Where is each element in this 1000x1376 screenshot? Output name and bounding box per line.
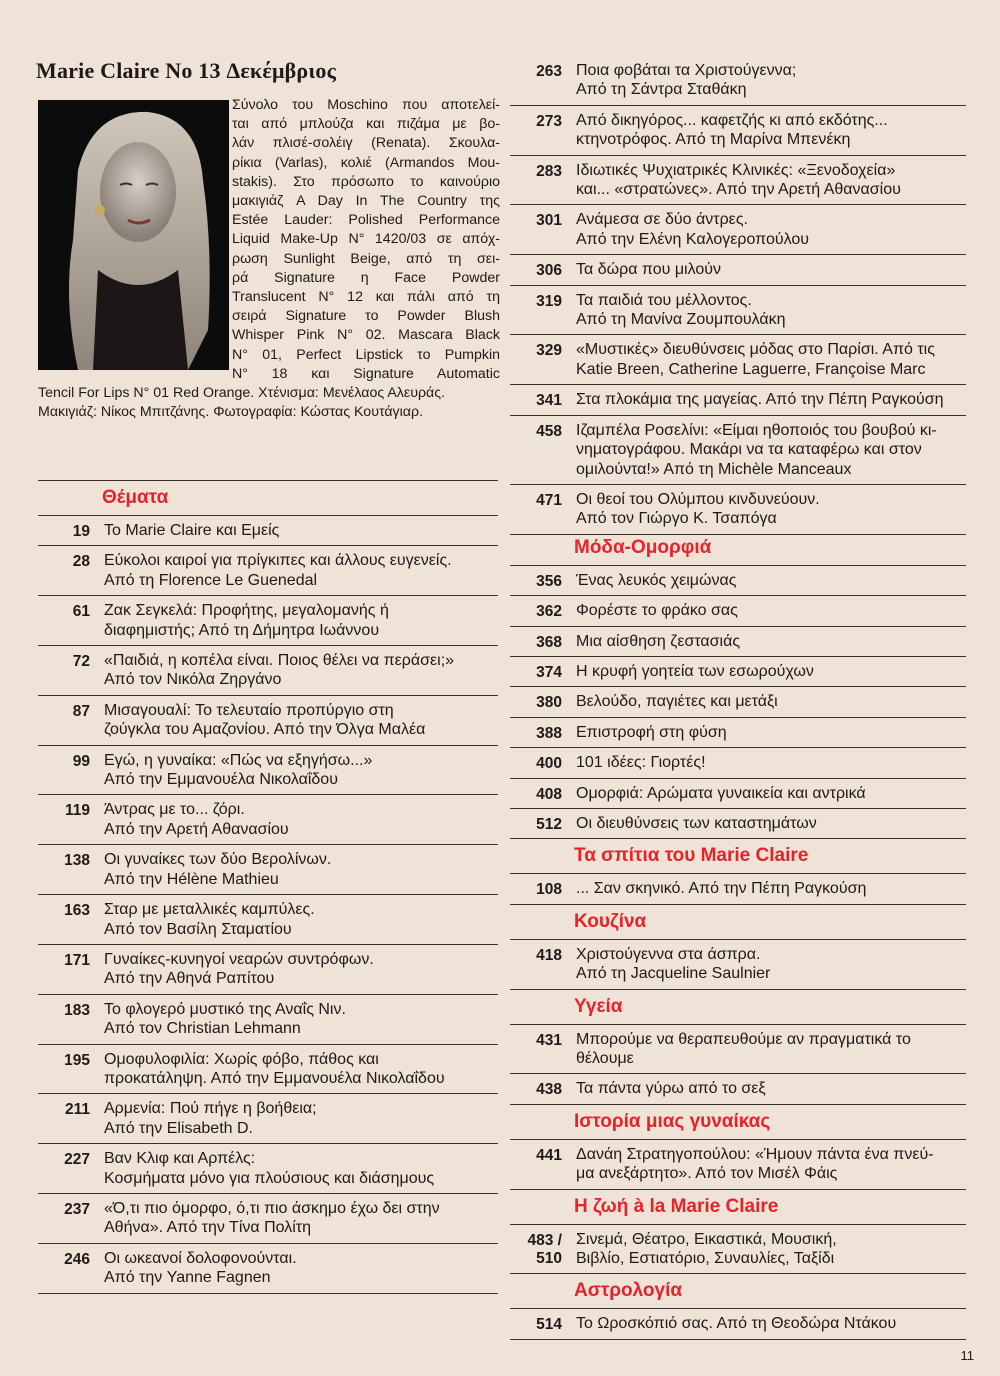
entry-title-line: Σταρ με μεταλλικές καμπύλες.	[104, 901, 315, 919]
entry-title	[576, 632, 966, 651]
entry-title	[104, 900, 498, 939]
entry-title-line: Από την Εμμανουέλα Νικολαΐδου	[104, 771, 338, 789]
index-entry	[510, 334, 966, 384]
cover-credit-line: ρωση Sunlight Beige, από τη σει-	[232, 250, 500, 267]
index-entry	[510, 204, 966, 254]
cover-credit-line: stakis). Στο πρόσωπο το καινούριο	[232, 173, 500, 190]
entry-title-line: Ζακ Σεγκελά: Προφήτης, μεγαλομανής ή	[104, 602, 389, 620]
section-rule	[510, 1273, 966, 1274]
entry-title	[104, 1149, 498, 1188]
entry-page-number: 471	[536, 491, 562, 509]
entry-title-line: νηματογράφου. Μακάρι να τα καταφέρω και στον	[576, 441, 922, 459]
entry-title	[576, 210, 966, 249]
entry-page-number: 514	[536, 1316, 562, 1334]
entry-title-line: Δανάη Στρατηγοπούλου: «Ήμουν πάντα ένα πνεύ-	[576, 1145, 934, 1163]
entry-title	[104, 601, 498, 640]
entry-page-number: 438	[536, 1081, 562, 1099]
entry-title-line: Βιβλίο, Εστιατόριο, Συναυλίες, Ταξίδι	[576, 1250, 835, 1268]
entry-page-number: 431	[536, 1031, 562, 1049]
entry-title	[576, 692, 966, 711]
entry-title	[576, 945, 966, 984]
entry-page-number: 108	[536, 881, 562, 899]
index-entry	[38, 745, 498, 795]
entry-title-line: Βαν Κλιφ και Αρπέλς:	[104, 1150, 256, 1168]
section-title-themes: Θέματα	[102, 487, 169, 508]
index-entry	[510, 808, 966, 838]
entry-title	[576, 1079, 966, 1098]
entry-page-number: 283	[536, 162, 562, 180]
entry-title-line: διαφημιστής; Από τη Δήμητρα Ιωάννου	[104, 621, 380, 639]
section-title-kitchen: Κουζίνα	[574, 910, 647, 932]
entry-title-line: Από τον Νικόλα Ζηργάνο	[104, 671, 282, 689]
section-title-health: Υγεία	[574, 995, 623, 1017]
entry-page-number: 441	[536, 1146, 562, 1164]
entry-page-number: 28	[72, 553, 90, 571]
index-entry	[38, 1243, 498, 1293]
index-entry	[38, 844, 498, 894]
index-entry	[38, 545, 498, 595]
entry-page-number: 356	[536, 572, 562, 590]
cover-credit-line: Μακιγιάζ: Νίκος Μπιτζάνης. Φωτογραφία: Κώστας Κουτάγιαρ.	[38, 404, 424, 421]
index-entry	[38, 994, 498, 1044]
entry-title-line: Γυναίκες-κυνηγοί νεαρών συντρόφων.	[104, 950, 374, 968]
entry-title	[576, 260, 966, 279]
entry-title-line: «Μυστικές» διευθύνσεις μόδας στο Παρίσι. Από τις	[576, 341, 935, 359]
index-entry	[510, 717, 966, 747]
entry-title	[576, 879, 966, 898]
entry-title-line: Από την Ελένη Καλογεροπούλου	[576, 230, 810, 248]
entry-title	[104, 701, 498, 740]
index-entry	[510, 686, 966, 716]
entry-title-line: Από την Hélène Mathieu	[104, 870, 279, 888]
entry-title-line: Τα πάντα γύρω από το σεξ	[576, 1080, 766, 1098]
entry-title	[576, 1030, 966, 1069]
entry-title	[576, 814, 966, 833]
section-rule	[510, 989, 966, 990]
index-entry	[510, 155, 966, 205]
entry-title-line: Αρμενία: Πού πήγε η βοήθεια;	[104, 1100, 317, 1118]
entry-title-line: Από την Αρετή Αθανασίου	[104, 820, 289, 838]
entry-page-number: 246	[64, 1250, 90, 1268]
entry-title-line: Από δικηγόρος... καφετζής κι από εκδότης...	[576, 111, 888, 129]
entry-title-line: θέλουμε	[576, 1050, 634, 1067]
entry-page-number: 19	[72, 523, 90, 540]
entry-title-line: Από την Αθηνά Ραπίτου	[104, 970, 275, 988]
index-entry	[38, 1143, 498, 1193]
entry-title-line: προκατάληψη. Από την Εμμανουέλα Νικολαΐδου	[104, 1069, 445, 1087]
entry-title-line: Από τον Christian Lehmann	[104, 1020, 301, 1038]
entry-title-line: Ένας λευκός χειμώνας	[576, 571, 737, 589]
entry-title-line: Από τη Μανίνα Ζουμπουλάκη	[576, 311, 786, 329]
index-entry	[510, 873, 966, 903]
cover-credit-line: Whisper Pink N° 02. Mascara Black	[232, 327, 500, 344]
entry-title-line: Από τον Γιώργο Κ. Τσαπόγα	[576, 510, 777, 528]
left-index	[38, 480, 498, 1294]
magazine-issue-title: Marie Claire No 13 Δεκέμβριος	[36, 58, 337, 83]
section-rule	[510, 838, 966, 839]
entry-title	[576, 1314, 966, 1333]
section-title-houses: Τα σπίτια του Marie Claire	[574, 845, 809, 867]
entry-title-line: Χριστούγεννα στα άσπρα.	[576, 945, 761, 963]
entry-page-number: 319	[536, 292, 562, 310]
index-entry	[510, 565, 966, 595]
entry-title	[576, 601, 966, 620]
section-rule	[510, 1339, 966, 1340]
entry-title	[576, 490, 966, 529]
index-entry	[510, 254, 966, 284]
entry-title-line: Τα δώρα που μιλούν	[576, 261, 721, 279]
index-entry	[510, 626, 966, 656]
entry-page-number: 273	[536, 112, 562, 130]
index-entry	[510, 105, 966, 155]
entry-page-number: 418	[536, 946, 562, 964]
cover-credit-line: Σύνολο του Moschino που αποτελεί-	[232, 97, 500, 113]
index-entry	[38, 595, 498, 645]
section-rule	[510, 1104, 966, 1105]
entry-title-line: ζούγκλα του Αμαζονίου. Από την Όλγα Μαλέα	[104, 721, 426, 739]
entry-title-line: Η κρυφή γοητεία των εσωρούχων	[576, 662, 814, 680]
index-entry	[510, 1224, 966, 1274]
entry-title-line: Ομορφιά: Αρώματα γυναικεία και αντρικά	[576, 784, 866, 802]
index-entry	[510, 939, 966, 989]
entry-page-number: 341	[536, 392, 562, 410]
entry-title-line: Από τη Florence Le Guenedal	[104, 571, 318, 589]
entry-title-line: κτηνοτρόφος. Από τη Μαρίνα Μπενέκη	[576, 131, 851, 149]
entry-title	[104, 1249, 498, 1288]
entry-title	[104, 651, 498, 690]
entry-title-line: Από τη Σάντρα Σταθάκη	[576, 81, 747, 99]
cover-credit-line: σειρά Signature το Powder Blush	[232, 308, 500, 325]
index-entry	[510, 1024, 966, 1074]
entry-title	[576, 784, 966, 803]
entry-title-line: Το Marie Claire και Εμείς	[104, 522, 280, 539]
entry-page-number: 99	[72, 752, 90, 770]
entry-title	[576, 291, 966, 330]
entry-title	[576, 111, 966, 150]
entry-page-number: 483 / 510	[527, 1231, 562, 1267]
entry-title	[104, 800, 498, 839]
entry-title	[576, 340, 966, 379]
entry-title-line: 101 ιδέες: Γιορτές!	[576, 754, 706, 772]
cover-credit-line: N° 18 και Signature Automatic	[232, 365, 500, 382]
entry-page-number: 138	[64, 852, 90, 870]
entry-title	[576, 1145, 966, 1184]
entry-title	[104, 551, 498, 590]
index-entry	[510, 384, 966, 414]
entry-title	[576, 662, 966, 681]
index-entry	[510, 285, 966, 335]
entry-title-line: Το φλογερό μυστικό της Αναΐς Νιν.	[104, 1000, 346, 1018]
entry-title-line: Ομοφυλοφιλία: Χωρίς φόβο, πάθος και	[104, 1050, 379, 1068]
entry-title-line: Ιζαμπέλα Ροσελίνι: «Είμαι ηθοποιός του βουβού κι-	[576, 421, 937, 439]
index-entry	[38, 515, 498, 545]
cover-credit-line: Estée Lauder: Polished Performance	[232, 212, 500, 229]
entry-title-line: και... «στρατώνες». Από την Αρετή Αθανασίου	[576, 181, 901, 199]
entry-page-number: 211	[64, 1101, 90, 1119]
entry-title	[576, 723, 966, 742]
cover-credit-line: N° 01, Perfect Lipstick το Pumpkin	[232, 346, 500, 363]
entry-title-line: Katie Breen, Catherine Laguerre, Françoise Marc	[576, 360, 926, 378]
cover-credit-line: Translucent N° 12 και πάλι από τη	[232, 289, 500, 306]
cover-credit-line: Liquid Make-Up N° 1420/03 σε απόχ-	[232, 231, 500, 248]
entry-page-number: 388	[536, 724, 562, 742]
entry-page-number: 171	[64, 951, 90, 969]
entry-page-number: 72	[72, 653, 90, 671]
entry-title-line: ... Σαν σκηνικό. Από την Πέπη Ραγκούση	[576, 880, 867, 898]
index-entry	[510, 484, 966, 534]
entry-page-number: 163	[64, 902, 90, 920]
entry-page-number: 227	[64, 1151, 90, 1169]
cover-credit-line: ρίκια (Varlas), κολιέ (Armandos Mou-	[232, 154, 500, 171]
entry-title-line: Ιδιωτικές Ψυχιατρικές Κλινικές: «Ξενοδοχεία»	[576, 161, 896, 179]
entry-page-number: 263	[536, 63, 562, 80]
entry-title-line: Αθήνα». Από την Τίνα Πολίτη	[104, 1219, 311, 1237]
entry-title-line: Από τη Jacqueline Saulnier	[576, 965, 771, 983]
entry-title-line: Μπορούμε να θεραπευθούμε αν πραγματικά το	[576, 1030, 911, 1048]
index-entry	[38, 695, 498, 745]
index-entry	[38, 894, 498, 944]
entry-title-line: Από την Elisabeth D.	[104, 1119, 253, 1137]
entry-page-number: 237	[64, 1200, 90, 1218]
entry-title-line: Από την Yanne Fagnen	[104, 1269, 271, 1287]
cover-credit-line: ται από μπλούζα και πιζάμα με βο-	[232, 116, 500, 133]
index-entry	[510, 415, 966, 484]
index-entry	[38, 794, 498, 844]
entry-title-line: Μισαγουαλί: Το τελευταίο προπύργιο στη	[104, 701, 394, 719]
entry-title-line: Φορέστε το φράκο σας	[576, 602, 738, 620]
index-entry	[38, 645, 498, 695]
entry-page-number: 195	[64, 1051, 90, 1069]
index-entry	[510, 747, 966, 777]
index-entry	[510, 778, 966, 808]
entry-title	[104, 1000, 498, 1039]
entry-title-line: Το Ωροσκόπιό σας. Από τη Θεοδώρα Ντάκου	[576, 1315, 897, 1333]
entry-title-line: Ανάμεσα σε δύο άντρες.	[576, 211, 748, 229]
index-entry	[38, 1044, 498, 1094]
index-entry	[38, 1093, 498, 1143]
entry-page-number: 512	[536, 815, 562, 833]
cover-credits	[38, 96, 500, 422]
index-entry	[38, 1193, 498, 1243]
cover-credit-line: μακιγιάζ A Day In The Country της	[232, 193, 500, 210]
entry-title-line: Οι γυναίκες των δύο Βερολίνων.	[104, 851, 332, 869]
entry-title	[576, 161, 966, 200]
right-index	[510, 56, 966, 1340]
entry-title-line: Σινεμά, Θέατρο, Εικαστικά, Μουσική,	[576, 1230, 837, 1248]
entry-title-line: Οι θεοί του Ολύμπου κινδυνεύουν.	[576, 490, 820, 508]
entry-title-line: Οι διευθύνσεις των καταστημάτων	[576, 814, 817, 832]
entry-page-number: 362	[536, 603, 562, 621]
entry-title-line: Ποια φοβάται τα Χριστούγεννα;	[576, 62, 797, 79]
index-entry	[510, 595, 966, 625]
entry-title-line: «Παιδιά, η κοπέλα είναι. Ποιος θέλει να περάσει;»	[104, 652, 455, 670]
entry-title	[576, 1230, 966, 1269]
section-title-astrology: Αστρολογία	[574, 1280, 683, 1302]
entry-page-number: 408	[536, 785, 562, 803]
entry-page-number: 329	[536, 342, 562, 360]
entry-page-number: 306	[536, 262, 562, 280]
entry-title-line: Εγώ, η γυναίκα: «Πώς να εξηγήσω...»	[104, 751, 373, 769]
cover-section	[36, 58, 500, 94]
entry-title	[576, 61, 966, 100]
entry-title	[104, 950, 498, 989]
entry-page-number: 61	[72, 603, 90, 621]
entry-title-line: Επιστροφή στη φύση	[576, 723, 727, 741]
entry-title	[576, 390, 966, 409]
index-bottom-rule	[38, 1293, 498, 1294]
entry-title	[104, 1050, 498, 1089]
entry-title-line: «Ό,τι πιο όμορφο, ό,τι πιο άσκημο έχω δει στην	[104, 1199, 440, 1217]
entry-title-line: Άντρας με το... ζόρι.	[104, 801, 245, 819]
entry-page-number: 119	[64, 802, 90, 820]
entry-title-line: ομιλούντα!» Από τη Michèle Manceaux	[576, 460, 852, 478]
entry-title-line: Βελούδο, παγιέτες και μετάξι	[576, 693, 778, 711]
entry-title-line: Εύκολοι καιροί για πρίγκιπες και άλλους ευγενείς.	[104, 552, 452, 570]
entry-title-line: Στα πλοκάμια της μαγείας. Από την Πέπη Ραγκούση	[576, 391, 944, 409]
entry-title	[576, 753, 966, 772]
cover-credit-line: Tencil For Lips N° 01 Red Orange. Χτένισμα: Μενέλαος Αλευράς.	[38, 385, 446, 402]
entry-page-number: 87	[72, 702, 90, 720]
entry-title	[104, 751, 498, 790]
page-number: 11	[960, 1348, 974, 1363]
entry-title	[104, 521, 498, 540]
cover-credit-line: λάν πλισέ-σολέιγ (Renata). Σκουλα-	[232, 135, 500, 152]
entry-title-line: Μια αίσθηση ζεστασιάς	[576, 632, 741, 650]
index-entry	[510, 656, 966, 686]
section-title-life: Η ζωή à la Marie Claire	[574, 1195, 779, 1217]
cover-credit-line: ρά Signature η Face Powder	[232, 269, 500, 286]
index-entry	[38, 944, 498, 994]
section-rule	[510, 534, 966, 535]
entry-page-number: 301	[536, 212, 562, 230]
entry-title-line: Τα παιδιά του μέλλοντος.	[576, 291, 752, 309]
entry-title-line: μα ανεξάρτητο». Από τον Μισέλ Φάις	[576, 1165, 838, 1183]
entry-title	[576, 421, 966, 479]
index-entry	[510, 1073, 966, 1103]
section-title-fashion: Μόδα-Ομορφιά	[574, 536, 712, 558]
entry-page-number: 368	[536, 633, 562, 651]
section-rule	[510, 1189, 966, 1190]
entry-title	[104, 850, 498, 889]
entry-title	[104, 1099, 498, 1138]
entry-page-number: 374	[536, 663, 562, 681]
index-entry	[510, 1308, 966, 1338]
section-rule	[510, 904, 966, 905]
entry-page-number: 400	[536, 755, 562, 773]
section-title-woman-story: Ιστορία μιας γυναίκας	[574, 1110, 771, 1132]
entry-page-number: 380	[536, 694, 562, 712]
index-entry	[510, 56, 966, 105]
entry-title-line: Οι ωκεανοί δολοφονούνται.	[104, 1249, 297, 1267]
entry-title	[104, 1199, 498, 1238]
entry-page-number: 183	[64, 1001, 90, 1019]
entry-title	[576, 571, 966, 590]
entry-page-number: 458	[536, 422, 562, 440]
entry-title-line: Κοσμήματα μόνο για πλούσιους και διάσημους	[104, 1169, 435, 1187]
index-entry	[510, 1139, 966, 1189]
entry-title-line: Από τον Βασίλη Σταματίου	[104, 920, 292, 938]
